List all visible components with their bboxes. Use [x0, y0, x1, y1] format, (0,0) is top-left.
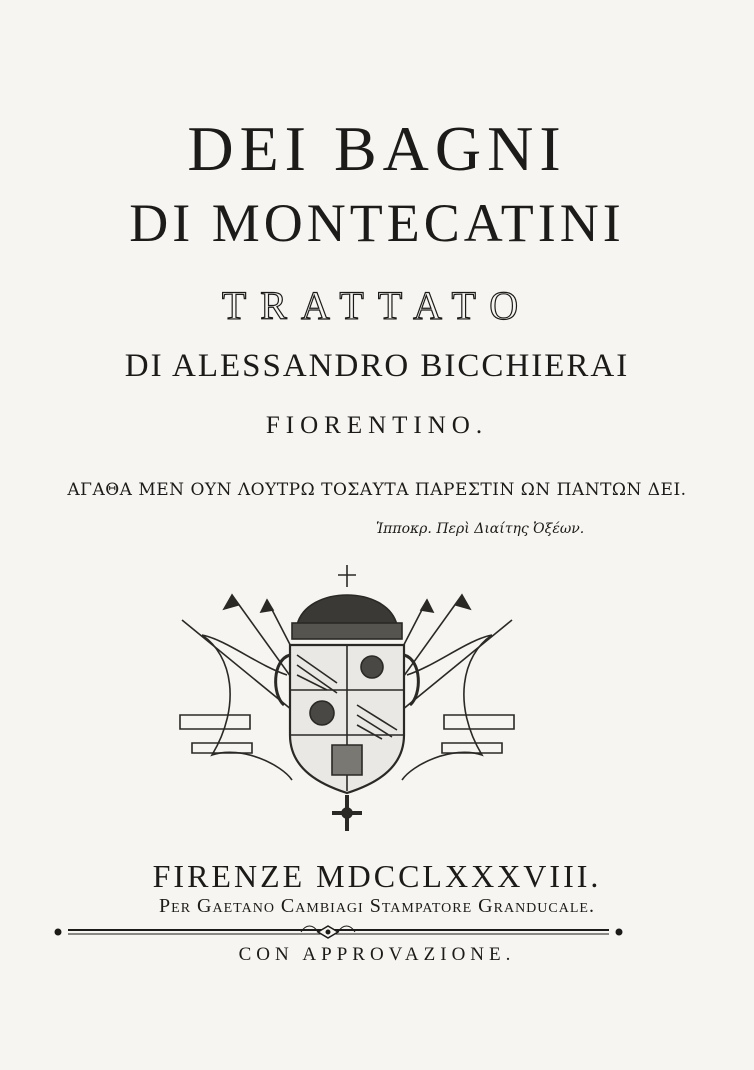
author-name: DI ALESSANDRO BICCHIERAI	[124, 348, 630, 384]
author-origin: FIORENTINO.	[265, 412, 489, 439]
imprint-city-date: FIRENZE MDCCLXXXVIII.	[152, 858, 602, 894]
title-line-1: DEI BAGNI	[187, 113, 567, 184]
greek-epigraph: ΑΓΑΘΑ ΜΕΝ ΟΥΝ ΛΟΥΤΡΩ ΤΟΣΑΥΤΑ ΠΑΡΕΣΤΙΝ ΩΝ ΠΑΝΤΩΝ ΔΕΙ.	[67, 480, 687, 500]
approval-note: CON APPROVAZIONE.	[238, 944, 516, 965]
subtitle: TRATTATO	[221, 283, 533, 328]
greek-citation: Ἱπποκρ. Περὶ Διαίτης Ὀξέων.	[376, 521, 585, 537]
coat-of-arms-icon	[172, 565, 522, 835]
title-line-2: DI MONTECATINI	[129, 193, 625, 253]
imprint-printer: Per Gaetano Cambiagi Stampatore Granducale.	[159, 895, 595, 917]
ornamental-rule-icon	[46, 923, 631, 945]
